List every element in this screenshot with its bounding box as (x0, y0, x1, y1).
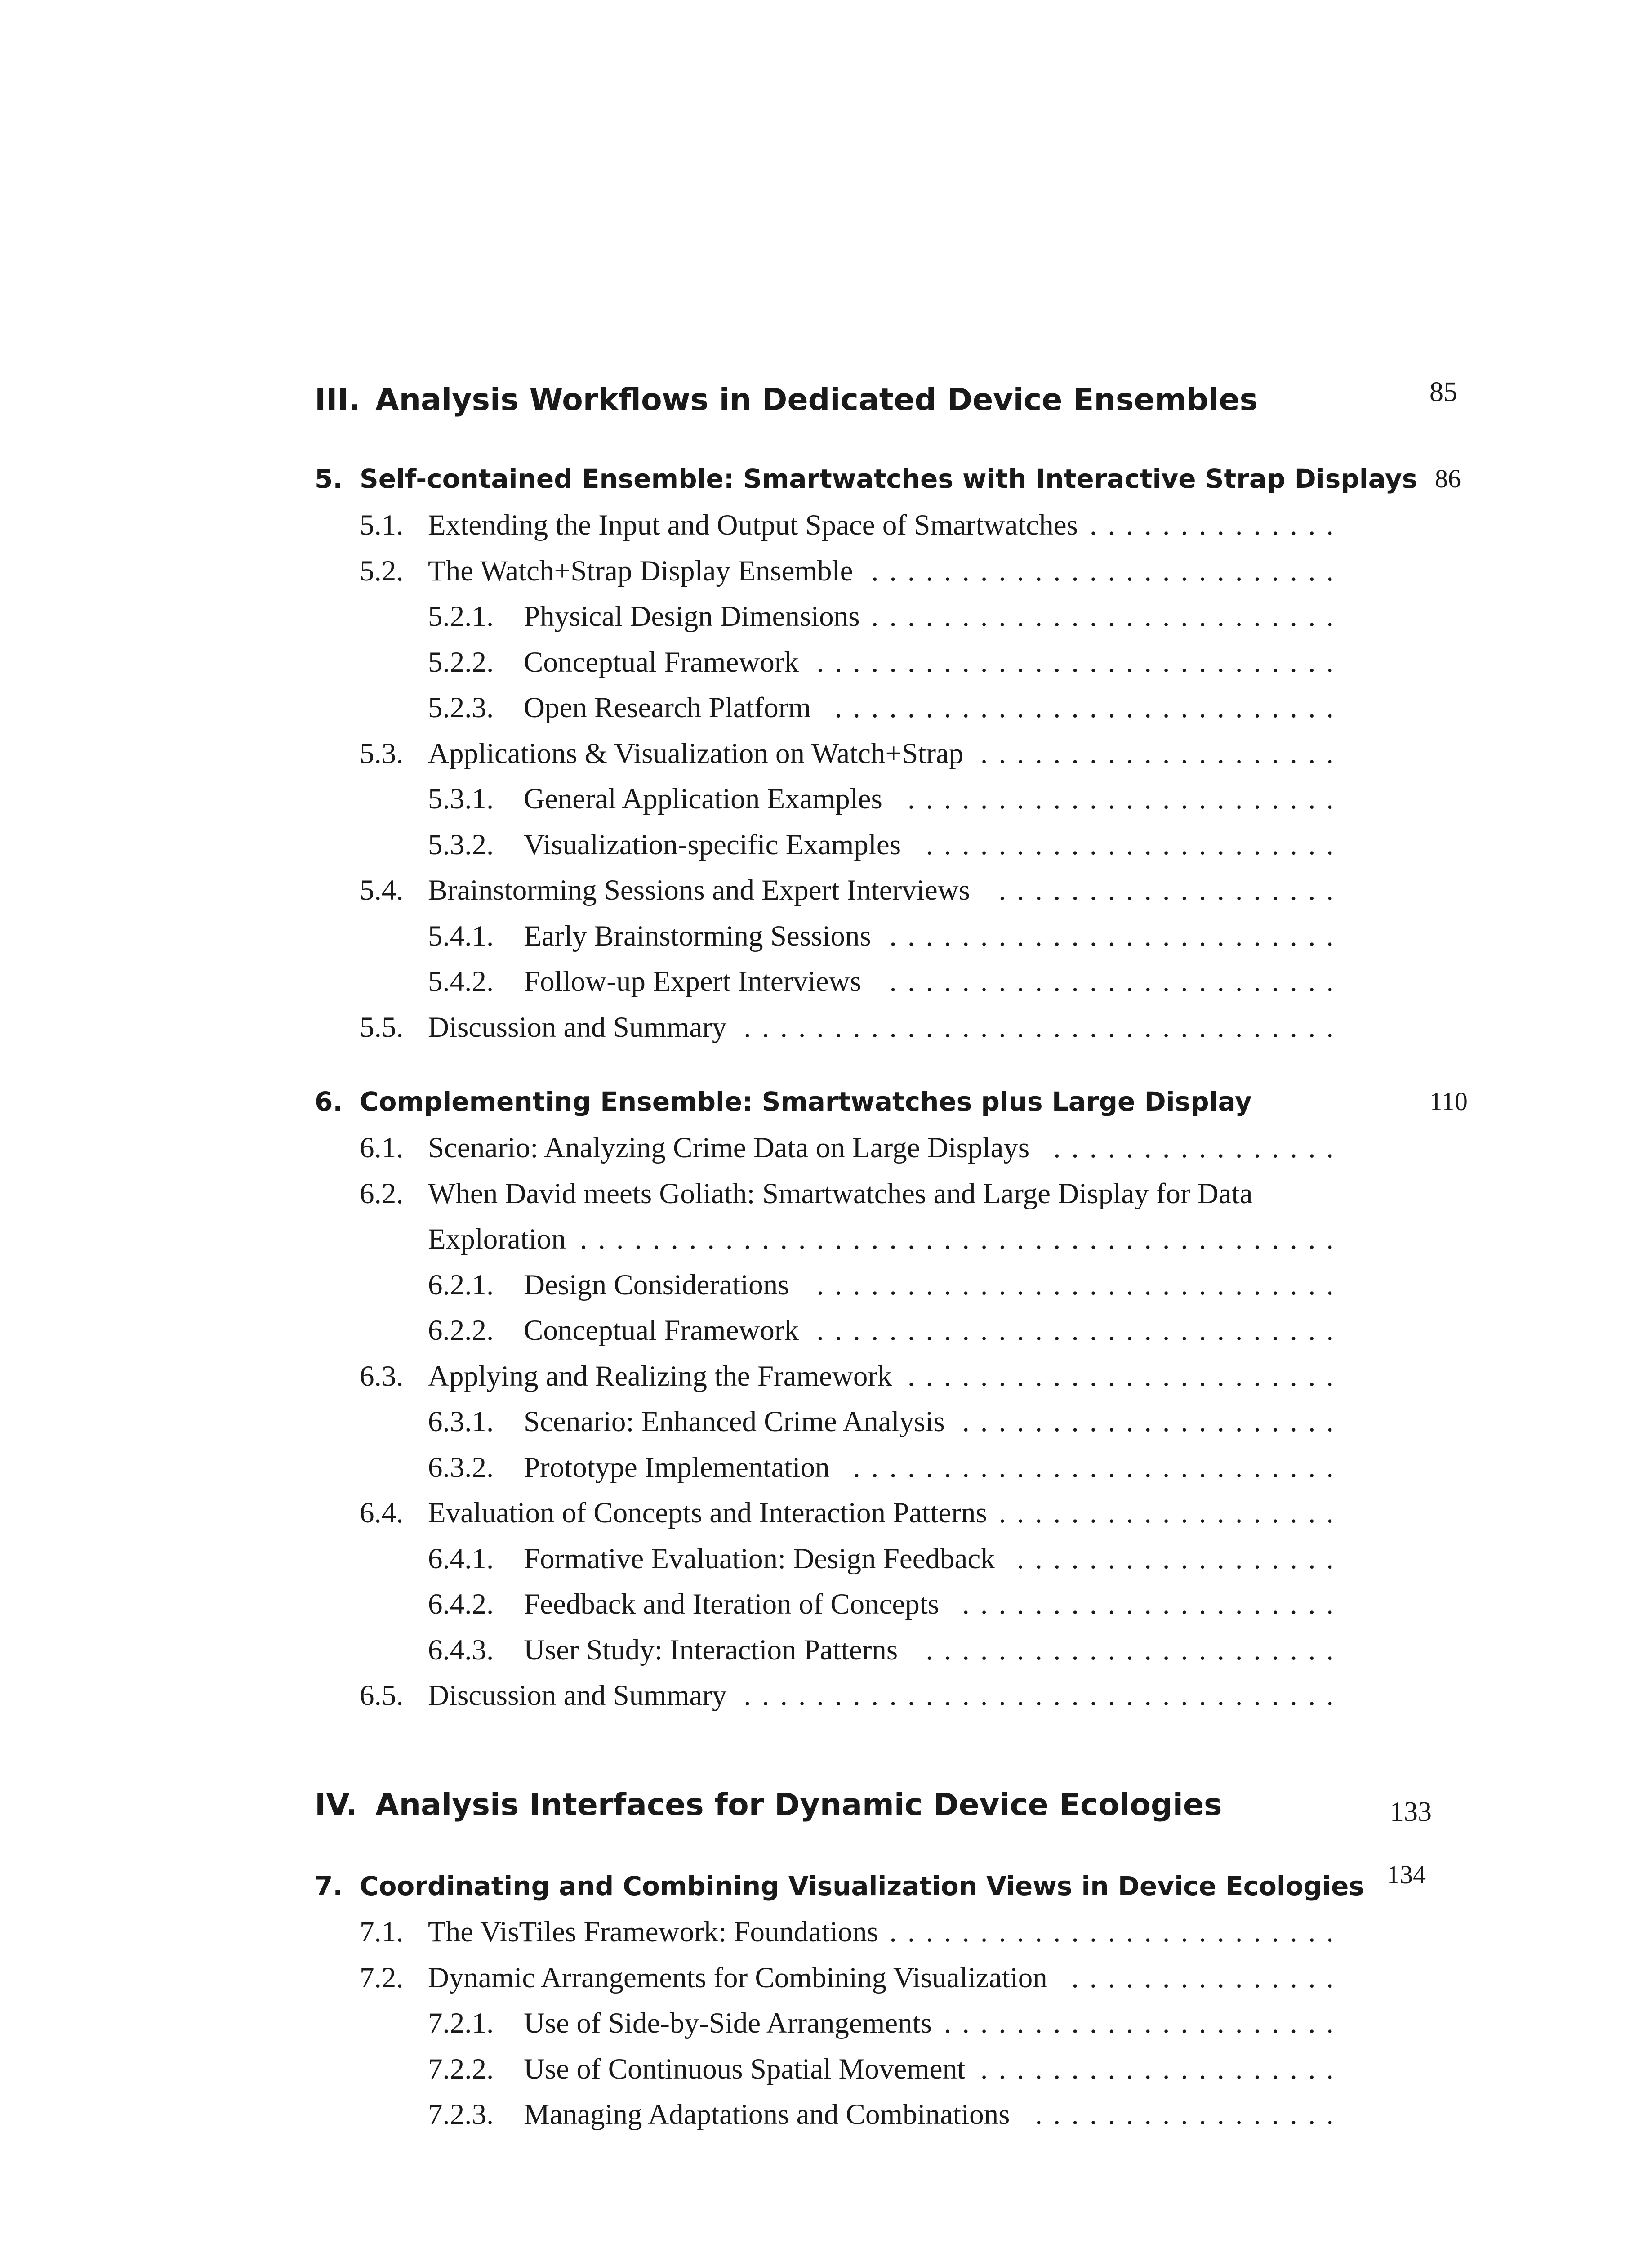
toc-entry[interactable]: 6.2.1. Design Considerations . . . . . . . . . . . . . . . . . . . . . . . . . . . . . (0, 1265, 1652, 1305)
chapter-heading (0, 459, 1652, 499)
toc-entry[interactable]: 5.4.2. Follow-up Expert Interviews . . . . . . . . . . . . . . . . . . . . . . . . . (0, 961, 1652, 1002)
toc-entry[interactable]: Exploration . . . . . . . . . . . . . . . . . . . . . . . . . . . . . . . . . . . . . . . . . . (0, 1219, 1652, 1259)
toc-entry[interactable]: 6.3.1. Scenario: Enhanced Crime Analysis . . . . . . . . . . . . . . . . . . . . . (0, 1401, 1652, 1442)
entry-title: Brainstorming Sessions and Expert Interviews (428, 874, 970, 906)
entry-title: Extending the Input and Output Space of Smartwatches (428, 509, 1078, 541)
entry-number: 5.4.2. (428, 965, 494, 998)
entry-title: The Watch+Strap Display Ensemble (428, 554, 853, 587)
entry-title: Scenario: Analyzing Crime Data on Large Displays (428, 1132, 1030, 1164)
entry-number: 5.2. (360, 554, 404, 587)
toc-entry[interactable]: 7.2.3. Managing Adaptations and Combinations . . . . . . . . . . . . . . . . . (0, 2094, 1652, 2135)
entry-title: Use of Continuous Spatial Movement (524, 2052, 966, 2085)
entry-title: Conceptual Framework (524, 1314, 799, 1347)
entry-number: 6.1. (360, 1132, 404, 1164)
chapter-number: 6. (315, 1086, 343, 1117)
part-page-number: 85 (1429, 377, 1457, 407)
toc-entry[interactable]: 7.2. Dynamic Arrangements for Combining Visualization . . . . . . . . . . . . . . . (0, 1958, 1652, 1998)
chapter-title: Coordinating and Combining Visualization Views in Device Ecologies (360, 1871, 1364, 1901)
entry-number: 5.1. (360, 509, 404, 541)
entry-number: 6.2.1. (428, 1268, 494, 1301)
entry-title: Applications & Visualization on Watch+Strap (428, 737, 964, 770)
toc-entry[interactable]: 6.1. Scenario: Analyzing Crime Data on Large Displays . . . . . . . . . . . . . . . . (0, 1128, 1652, 1168)
entry-number: 7.2. (360, 1961, 404, 1994)
entry-title: Discussion and Summary (428, 1011, 727, 1044)
entry-title: Prototype Implementation (524, 1451, 830, 1484)
entry-number: 6.5. (360, 1679, 404, 1712)
toc-entry[interactable]: 5.5. Discussion and Summary . . . . . . . . . . . . . . . . . . . . . . . . . . . . . . . . . (0, 1007, 1652, 1048)
entry-title: Follow-up Expert Interviews (524, 965, 861, 998)
entry-title: When David meets Goliath: Smartwatches and Large Display for Data (428, 1177, 1253, 1210)
entry-number: 5.2.2. (428, 646, 494, 678)
toc-entry[interactable]: 5.2.1. Physical Design Dimensions . . . . . . . . . . . . . . . . . . . . . . . . . . (0, 596, 1652, 637)
part-number: III. (315, 382, 361, 418)
toc-entry[interactable]: 6.4.2. Feedback and Iteration of Concepts . . . . . . . . . . . . . . . . . . . . . (0, 1584, 1652, 1624)
entry-title: Early Brainstorming Sessions (524, 919, 871, 952)
part-heading (0, 1785, 1652, 1825)
entry-number: 6.4. (360, 1497, 404, 1529)
chapter-page-number: 134 (1387, 1860, 1426, 1889)
entry-title: Scenario: Enhanced Crime Analysis (524, 1405, 945, 1438)
entry-number: 5.4.1. (428, 919, 494, 952)
toc-entry[interactable]: 5.4.1. Early Brainstorming Sessions . . . . . . . . . . . . . . . . . . . . . . . . . (0, 916, 1652, 956)
toc-entry[interactable]: 5.2.2. Conceptual Framework . . . . . . . . . . . . . . . . . . . . . . . . . . . . . (0, 642, 1652, 682)
entry-title: Managing Adaptations and Combinations (524, 2098, 1010, 2131)
toc-entry[interactable]: 6.2.2. Conceptual Framework . . . . . . . . . . . . . . . . . . . . . . . . . . . . . (0, 1310, 1652, 1351)
entry-number: 5.2.1. (428, 600, 494, 633)
part-number: IV. (315, 1787, 357, 1823)
toc-entry[interactable]: 7.2.2. Use of Continuous Spatial Movement . . . . . . . . . . . . . . . . . . . . (0, 2049, 1652, 2089)
entry-number: 5.3. (360, 737, 404, 770)
entry-title: The VisTiles Framework: Foundations (428, 1916, 878, 1948)
entry-title: Conceptual Framework (524, 646, 799, 678)
entry-number: 6.4.2. (428, 1588, 494, 1620)
toc-entry[interactable]: 5.2.3. Open Research Platform . . . . . . . . . . . . . . . . . . . . . . . . . . . . (0, 687, 1652, 728)
chapter-page-number: 86 (1435, 464, 1461, 493)
entry-number: 6.2. (360, 1177, 404, 1210)
entry-number: 5.4. (360, 874, 404, 906)
entry-title: Formative Evaluation: Design Feedback (524, 1542, 995, 1575)
toc-entry[interactable]: 6.3. Applying and Realizing the Framework . . . . . . . . . . . . . . . . . . . . . . . . (0, 1356, 1652, 1396)
toc-entry[interactable]: 6.3.2. Prototype Implementation . . . . . . . . . . . . . . . . . . . . . . . . . . . (0, 1447, 1652, 1488)
entry-title: User Study: Interaction Patterns (524, 1633, 898, 1666)
entry-title: Design Considerations (524, 1268, 789, 1301)
entry-number: 5.2.3. (428, 691, 494, 724)
chapter-page-number: 110 (1429, 1087, 1468, 1116)
chapter-heading (0, 1081, 1652, 1122)
entry-title: Visualization-specific Examples (524, 828, 901, 861)
entry-number: 7.1. (360, 1916, 404, 1948)
entry-number: 5.3.2. (428, 828, 494, 861)
entry-title: General Application Examples (524, 783, 882, 815)
entry-title: Physical Design Dimensions (524, 600, 860, 633)
entry-number: 7.2.1. (428, 2007, 494, 2039)
toc-entry[interactable]: 7.2.1. Use of Side-by-Side Arrangements . . . . . . . . . . . . . . . . . . . . . . (0, 2003, 1652, 2043)
entry-title: Evaluation of Concepts and Interaction Patterns (428, 1497, 987, 1529)
part-title: Analysis Workflows in Dedicated Device Ensembles (375, 382, 1258, 418)
toc-entry[interactable]: 5.1. Extending the Input and Output Space of Smartwatches . . . . . . . . . . . . . . (0, 505, 1652, 545)
chapter-title: Complementing Ensemble: Smartwatches plus Large Display (360, 1086, 1252, 1117)
entry-title: Dynamic Arrangements for Combining Visualization (428, 1961, 1047, 1994)
toc-entry[interactable]: 6.4.1. Formative Evaluation: Design Feedback . . . . . . . . . . . . . . . . . . (0, 1539, 1652, 1579)
part-title: Analysis Interfaces for Dynamic Device Ecologies (375, 1787, 1222, 1823)
part-page-number: 133 (1390, 1797, 1432, 1827)
entry-title: Open Research Platform (524, 691, 811, 724)
toc-entry[interactable] (0, 1173, 1652, 1214)
toc-entry[interactable]: 6.4. Evaluation of Concepts and Interaction Patterns . . . . . . . . . . . . . . . . . . . (0, 1493, 1652, 1533)
toc-entry[interactable]: 7.1. The VisTiles Framework: Foundations . . . . . . . . . . . . . . . . . . . . . . . . . (0, 1912, 1652, 1952)
toc-entry[interactable]: 6.4.3. User Study: Interaction Patterns . . . . . . . . . . . . . . . . . . . . . . . (0, 1630, 1652, 1670)
entry-number: 6.3. (360, 1360, 404, 1392)
entry-number: 6.3.1. (428, 1405, 494, 1438)
chapter-number: 5. (315, 464, 343, 494)
toc-entry[interactable]: 5.3. Applications & Visualization on Watch+Strap . . . . . . . . . . . . . . . . . . . . (0, 733, 1652, 774)
toc-entry[interactable]: 5.4. Brainstorming Sessions and Expert Interviews . . . . . . . . . . . . . . . . . . . (0, 870, 1652, 910)
toc-entry[interactable]: 5.2. The Watch+Strap Display Ensemble . . . . . . . . . . . . . . . . . . . . . . . . . . (0, 551, 1652, 591)
entry-title: Applying and Realizing the Framework (428, 1360, 892, 1392)
entry-number: 7.2.2. (428, 2052, 494, 2085)
entry-number: 6.3.2. (428, 1451, 494, 1484)
chapter-heading (0, 1860, 1652, 1906)
part-heading (0, 377, 1652, 420)
entry-number: 6.2.2. (428, 1314, 494, 1347)
entry-title: Use of Side-by-Side Arrangements (524, 2007, 932, 2039)
entry-title: Discussion and Summary (428, 1679, 727, 1712)
entry-number: 6.4.1. (428, 1542, 494, 1575)
chapter-title: Self-contained Ensemble: Smartwatches with Interactive Strap Displays (360, 464, 1418, 494)
chapter-number: 7. (315, 1871, 343, 1901)
entry-number: 6.4.3. (428, 1633, 494, 1666)
entry-number: 7.2.3. (428, 2098, 494, 2131)
toc-entry[interactable]: 5.3.2. Visualization-specific Examples . . . . . . . . . . . . . . . . . . . . . . . (0, 825, 1652, 865)
toc-entry[interactable]: 5.3.1. General Application Examples . . . . . . . . . . . . . . . . . . . . . . . . (0, 779, 1652, 819)
entry-title-continuation: Exploration (428, 1223, 566, 1255)
entry-number: 5.5. (360, 1011, 404, 1044)
entry-number: 5.3.1. (428, 783, 494, 815)
entry-title: Feedback and Iteration of Concepts (524, 1588, 940, 1620)
toc-entry[interactable]: 6.5. Discussion and Summary . . . . . . . . . . . . . . . . . . . . . . . . . . . . . . . . . (0, 1675, 1652, 1716)
